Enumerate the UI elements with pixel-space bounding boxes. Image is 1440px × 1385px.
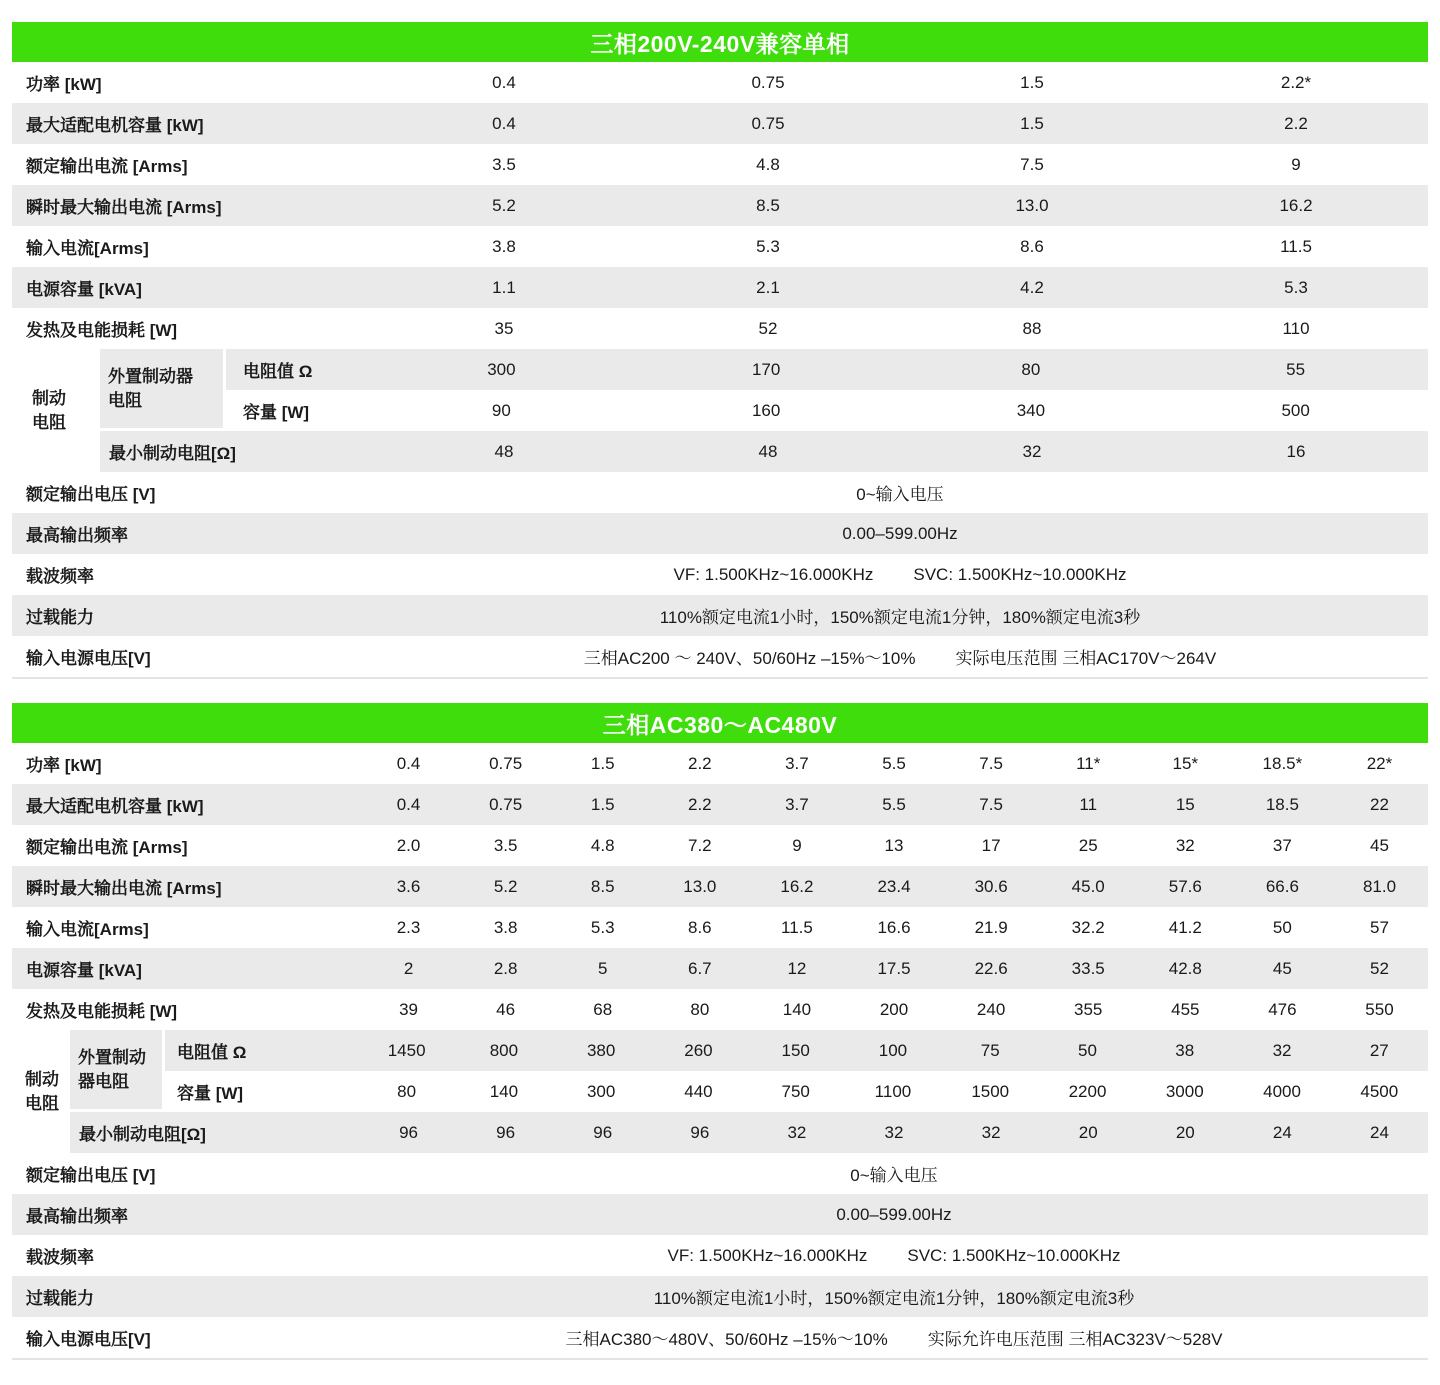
- value-cell: 1.5: [1020, 72, 1044, 92]
- row-label: 最高输出频率: [26, 1207, 128, 1226]
- value-cell: 2.0: [396, 835, 421, 855]
- value-cell: 0.4: [492, 113, 516, 133]
- value-cell: 3.7: [785, 794, 809, 814]
- value-cell: 96: [399, 1122, 418, 1142]
- value-cell: 7.5: [979, 794, 1003, 814]
- value-cell: 750: [781, 1081, 810, 1101]
- table-row: [12, 472, 1428, 513]
- table-row: [12, 267, 1428, 308]
- row-label: 额定输出电压 [V]: [26, 485, 156, 504]
- value-cell: 18.5*: [1262, 753, 1303, 773]
- value-cell: 9: [792, 835, 802, 855]
- row-label: 最小制动电阻[Ω]: [109, 444, 236, 463]
- value-cell: 7.2: [688, 835, 712, 855]
- value-cell: 2.2*: [1280, 72, 1312, 92]
- value-cell: 17.5: [877, 958, 911, 978]
- value-cell: 68: [593, 999, 613, 1019]
- row-label: 过载能力: [26, 1289, 94, 1308]
- value-cell: 80: [1021, 359, 1041, 379]
- value-cell: 9: [1291, 154, 1301, 174]
- value-cell: 8.5: [590, 876, 615, 896]
- value-cell: 355: [1074, 999, 1103, 1019]
- value-cell: 2.2: [1284, 113, 1308, 133]
- external-brake-block: [70, 1030, 1428, 1112]
- value-cell: 41.2: [1168, 917, 1202, 937]
- value-cell: 11: [1079, 794, 1098, 814]
- row-label: 输入电源电压[V]: [26, 649, 151, 668]
- table-row: [226, 349, 1428, 390]
- value-cell: 2.3: [396, 917, 421, 937]
- external-brake-resistor-cell: [100, 349, 226, 431]
- value-cell: 7.5: [979, 753, 1003, 773]
- value-cell: 38: [1175, 1040, 1195, 1060]
- table-row: [12, 825, 1428, 866]
- table-row: [12, 1194, 1428, 1235]
- merged-value-left: 三相AC200 ～ 240V、50/60Hz –15%～10%: [583, 649, 916, 668]
- table-row: [12, 866, 1428, 907]
- table-200v-240v-header: [12, 22, 1428, 62]
- value-cell: 1450: [387, 1040, 426, 1060]
- value-cell: 96: [496, 1122, 516, 1142]
- merged-value: 110%额定电流1小时，150%额定电流1分钟，180%额定电流3秒: [659, 608, 1141, 627]
- external-brake-resistor-cell: [70, 1030, 165, 1112]
- value-cell: 55: [1286, 359, 1306, 379]
- row-label: 电源容量 [kVA]: [26, 961, 142, 980]
- table-row: [165, 1030, 1428, 1071]
- table-row: [12, 784, 1428, 825]
- merged-value-cell: [360, 1205, 1428, 1225]
- value-cell: 46: [496, 999, 516, 1019]
- merged-value: 0~输入电压: [856, 485, 944, 504]
- row-label: 瞬时最大输出电流 [Arms]: [26, 879, 222, 898]
- row-label: 容量 [W]: [177, 1084, 244, 1103]
- value-cell: 52: [758, 318, 778, 338]
- row-label: 最小制动电阻[Ω]: [79, 1125, 206, 1144]
- value-cell: 57: [1370, 917, 1389, 937]
- value-cell: 33.5: [1071, 958, 1105, 978]
- brake-resistor-rows: [100, 349, 1428, 472]
- value-cell: 90: [491, 400, 511, 420]
- value-cell: 81.0: [1362, 876, 1397, 896]
- value-cell: 32: [884, 1122, 904, 1142]
- value-cell: 88: [1022, 318, 1042, 338]
- table-380v-480v: [12, 703, 1428, 1360]
- value-cell: 80: [690, 999, 710, 1019]
- merged-value-right: SVC: 1.500KHz~10.000KHz: [913, 564, 1127, 584]
- value-cell: 140: [489, 1081, 519, 1101]
- row-label: 载波频率: [26, 567, 94, 586]
- value-cell: 340: [1016, 400, 1046, 420]
- value-cell: 4.2: [1020, 277, 1044, 297]
- external-brake-sub-rows: [226, 349, 1428, 431]
- value-cell: 5.2: [492, 195, 516, 215]
- value-cell: 2.2: [688, 794, 712, 814]
- value-cell: 48: [494, 441, 514, 461]
- value-cell: 96: [690, 1122, 710, 1142]
- value-cell: 8.6: [1020, 236, 1044, 256]
- value-cell: 5.3: [756, 236, 780, 256]
- value-cell: 16.2: [780, 876, 814, 896]
- table-row: [12, 554, 1428, 595]
- value-cell: 5: [598, 958, 608, 978]
- merged-value-left: VF: 1.500KHz~16.000KHz: [667, 1245, 868, 1265]
- value-cell: 39: [399, 999, 418, 1019]
- value-cell: 50: [1078, 1040, 1097, 1060]
- row-label: 电阻值 Ω: [243, 362, 313, 381]
- row-label: 电阻值 Ω: [177, 1043, 247, 1062]
- merged-value: 0~输入电压: [850, 1166, 938, 1185]
- value-cell: 3000: [1165, 1081, 1204, 1101]
- value-cell: 0.75: [489, 794, 523, 814]
- value-cell: 11*: [1076, 753, 1101, 773]
- value-cell: 6.7: [688, 958, 712, 978]
- value-cell: 3.6: [396, 876, 421, 896]
- value-cell: 32: [981, 1122, 1001, 1142]
- merged-value-cell: [372, 524, 1428, 544]
- value-cell: 300: [586, 1081, 616, 1101]
- row-label: 输入电源电压[V]: [26, 1330, 151, 1349]
- value-cell: 3.5: [493, 835, 518, 855]
- value-cell: 21.9: [974, 917, 1008, 937]
- table-row: [12, 636, 1428, 677]
- value-cell: 4500: [1360, 1081, 1399, 1101]
- merged-value-cell: [372, 565, 1428, 585]
- value-cell: 12: [787, 958, 807, 978]
- value-cell: 11.5: [1280, 236, 1312, 256]
- value-cell: 0.4: [492, 72, 516, 92]
- table-row: [12, 144, 1428, 185]
- value-cell: 15: [1175, 794, 1195, 814]
- value-cell: 45: [1370, 835, 1389, 855]
- value-cell: 0.75: [751, 113, 785, 133]
- value-cell: 42.8: [1168, 958, 1202, 978]
- table-row: [100, 431, 1428, 472]
- value-cell: 45: [1272, 958, 1292, 978]
- value-cell: 15*: [1172, 753, 1199, 773]
- value-cell: 1.5: [1020, 113, 1044, 133]
- table-row: [226, 390, 1428, 431]
- table-row: [12, 185, 1428, 226]
- merged-value-left: 三相AC380～480V、50/60Hz –15%～10%: [565, 1330, 888, 1349]
- brake-resistor-rows: [70, 1030, 1428, 1153]
- row-label: 最大适配电机容量 [kW]: [26, 797, 204, 816]
- row-label: 输入电流[Arms]: [26, 239, 149, 258]
- row-label: 最高输出频率: [26, 526, 128, 545]
- merged-value-cell: [372, 603, 1428, 628]
- table-row: [12, 62, 1428, 103]
- row-label: 功率 [kW]: [26, 75, 102, 94]
- brake-group-label: 制动电阻: [32, 388, 66, 432]
- row-label: 输入电流[Arms]: [26, 920, 149, 939]
- merged-value-cell: [360, 1325, 1428, 1350]
- value-cell: 24: [1370, 1122, 1389, 1142]
- table-row: [12, 989, 1428, 1030]
- table-row: [12, 1153, 1428, 1194]
- row-label: 容量 [W]: [243, 403, 310, 422]
- value-cell: 20: [1175, 1122, 1195, 1142]
- value-cell: 16.6: [877, 917, 911, 937]
- table-200v-240v-title: 三相200V-240V兼容单相: [590, 30, 850, 57]
- value-cell: 5.5: [882, 753, 906, 773]
- value-cell: 32.2: [1071, 917, 1105, 937]
- value-cell: 80: [397, 1081, 417, 1101]
- external-brake-sub-rows: [165, 1030, 1428, 1112]
- value-cell: 4000: [1263, 1081, 1301, 1101]
- value-cell: 66.6: [1265, 876, 1299, 896]
- row-label: 电源容量 [kVA]: [26, 280, 142, 299]
- table-380v-480v-title: 三相AC380～AC480V: [602, 711, 838, 738]
- value-cell: 800: [489, 1040, 519, 1060]
- table-row: [12, 948, 1428, 989]
- table-row: [165, 1071, 1428, 1112]
- value-cell: 32: [1022, 441, 1042, 461]
- row-label: 最大适配电机容量 [kW]: [26, 116, 204, 135]
- value-cell: 1100: [874, 1081, 912, 1101]
- brake-group-cell: [12, 349, 100, 472]
- value-cell: 23.4: [877, 876, 911, 896]
- table-row: [12, 103, 1428, 144]
- row-label: 载波频率: [26, 1248, 94, 1267]
- value-cell: 27: [1369, 1040, 1389, 1060]
- merged-value: 0.00–599.00Hz: [842, 523, 958, 543]
- value-cell: 0.4: [396, 753, 421, 773]
- value-cell: 13.0: [1015, 195, 1049, 215]
- table-row: [12, 743, 1428, 784]
- value-cell: 8.5: [756, 195, 780, 215]
- value-cell: 0.4: [396, 794, 421, 814]
- value-cell: 32: [1272, 1040, 1292, 1060]
- table-380v-480v-body: [12, 743, 1428, 1358]
- value-cell: 0.75: [751, 72, 785, 92]
- value-cell: 18.5: [1265, 794, 1299, 814]
- value-cell: 300: [487, 359, 516, 379]
- value-cell: 32: [1175, 835, 1195, 855]
- table-row: [12, 513, 1428, 554]
- value-cell: 380: [586, 1040, 616, 1060]
- value-cell: 24: [1272, 1122, 1292, 1142]
- value-cell: 57.6: [1168, 876, 1202, 896]
- value-cell: 37: [1272, 835, 1292, 855]
- row-label: 瞬时最大输出电流 [Arms]: [26, 198, 222, 217]
- value-cell: 2: [403, 958, 414, 978]
- merged-value-right: 实际电压范围 三相AC170V～264V: [955, 649, 1217, 668]
- value-cell: 110: [1282, 318, 1310, 338]
- value-cell: 440: [684, 1081, 713, 1101]
- merged-value-cell: [372, 644, 1428, 669]
- table-row: [12, 226, 1428, 267]
- value-cell: 1.5: [590, 753, 615, 773]
- value-cell: 2.1: [756, 277, 780, 297]
- value-cell: 11.5: [781, 917, 813, 937]
- value-cell: 5.3: [1284, 277, 1308, 297]
- value-cell: 500: [1281, 400, 1310, 420]
- row-label: 额定输出电流 [Arms]: [26, 157, 188, 176]
- value-cell: 3.8: [493, 917, 518, 937]
- value-cell: 96: [593, 1122, 613, 1142]
- table-row: [12, 308, 1428, 349]
- value-cell: 455: [1171, 999, 1200, 1019]
- value-cell: 16: [1286, 441, 1306, 461]
- row-label: 额定输出电压 [V]: [26, 1166, 156, 1185]
- value-cell: 1500: [971, 1081, 1010, 1101]
- value-cell: 170: [751, 359, 781, 379]
- value-cell: 25: [1078, 835, 1098, 855]
- brake-resistor-section: [12, 349, 1428, 472]
- merged-value-cell: [360, 1161, 1428, 1186]
- brake-group-cell: [12, 1030, 70, 1153]
- brake-resistor-section: [12, 1030, 1428, 1153]
- table-200v-240v: [12, 22, 1428, 679]
- value-cell: 260: [684, 1040, 713, 1060]
- merged-value-right: 实际允许电压范围 三相AC323V～528V: [927, 1330, 1223, 1349]
- merged-value-left: VF: 1.500KHz~16.000KHz: [673, 564, 874, 584]
- value-cell: 16.2: [1279, 195, 1313, 215]
- merged-value: 0.00–599.00Hz: [836, 1204, 952, 1224]
- value-cell: 200: [879, 999, 909, 1019]
- merged-value-cell: [360, 1284, 1428, 1309]
- value-cell: 22: [1370, 794, 1389, 814]
- value-cell: 1.1: [492, 277, 516, 297]
- table-row: [70, 1112, 1428, 1153]
- row-label: 过载能力: [26, 608, 94, 627]
- value-cell: 150: [781, 1040, 810, 1060]
- value-cell: 13: [884, 835, 904, 855]
- value-cell: 5.3: [590, 917, 615, 937]
- value-cell: 32: [787, 1122, 807, 1142]
- brake-group-label: 制动电阻: [25, 1069, 59, 1113]
- value-cell: 550: [1365, 999, 1394, 1019]
- value-cell: 22*: [1366, 753, 1393, 773]
- value-cell: 50: [1272, 917, 1292, 937]
- value-cell: 240: [976, 999, 1006, 1019]
- table-row: [12, 595, 1428, 636]
- value-cell: 100: [878, 1040, 908, 1060]
- value-cell: 4.8: [756, 154, 780, 174]
- table-200v-240v-body: [12, 62, 1428, 677]
- external-brake-block: [100, 349, 1428, 431]
- value-cell: 2.2: [688, 753, 712, 773]
- value-cell: 5.5: [882, 794, 906, 814]
- value-cell: 75: [980, 1040, 1000, 1060]
- row-label: 发热及电能损耗 [W]: [26, 1002, 178, 1021]
- value-cell: 17: [981, 835, 1001, 855]
- value-cell: 2.8: [493, 958, 518, 978]
- value-cell: 48: [758, 441, 778, 461]
- row-label: 功率 [kW]: [26, 756, 102, 775]
- external-brake-resistor-label: 外置制动器电阻: [108, 366, 193, 410]
- row-label: 额定输出电流 [Arms]: [26, 838, 188, 857]
- value-cell: 3.7: [785, 753, 809, 773]
- value-cell: 0.75: [489, 753, 523, 773]
- value-cell: 3.5: [492, 154, 516, 174]
- table-380v-480v-header: [12, 703, 1428, 743]
- value-cell: 140: [782, 999, 812, 1019]
- value-cell: 45.0: [1071, 876, 1105, 896]
- table-row: [12, 1235, 1428, 1276]
- value-cell: 13.0: [683, 876, 717, 896]
- table-row: [12, 1317, 1428, 1358]
- merged-value-cell: [360, 1246, 1428, 1266]
- value-cell: 22.6: [974, 958, 1008, 978]
- value-cell: 20: [1078, 1122, 1098, 1142]
- value-cell: 160: [751, 400, 781, 420]
- value-cell: 476: [1268, 999, 1297, 1019]
- value-cell: 1.5: [590, 794, 615, 814]
- merged-value-cell: [372, 480, 1428, 505]
- value-cell: 5.2: [493, 876, 518, 896]
- table-row: [12, 907, 1428, 948]
- external-brake-resistor-label: 外置制动器电阻: [78, 1047, 146, 1091]
- value-cell: 8.6: [688, 917, 712, 937]
- value-cell: 30.6: [974, 876, 1008, 896]
- value-cell: 4.8: [590, 835, 615, 855]
- value-cell: 52: [1370, 958, 1389, 978]
- value-cell: 2200: [1068, 1081, 1107, 1101]
- value-cell: 7.5: [1020, 154, 1044, 174]
- value-cell: 3.8: [492, 236, 516, 256]
- merged-value-right: SVC: 1.500KHz~10.000KHz: [907, 1245, 1121, 1265]
- table-row: [12, 1276, 1428, 1317]
- row-label: 发热及电能损耗 [W]: [26, 321, 178, 340]
- value-cell: 35: [494, 318, 514, 338]
- merged-value: 110%额定电流1小时，150%额定电流1分钟，180%额定电流3秒: [653, 1289, 1135, 1308]
